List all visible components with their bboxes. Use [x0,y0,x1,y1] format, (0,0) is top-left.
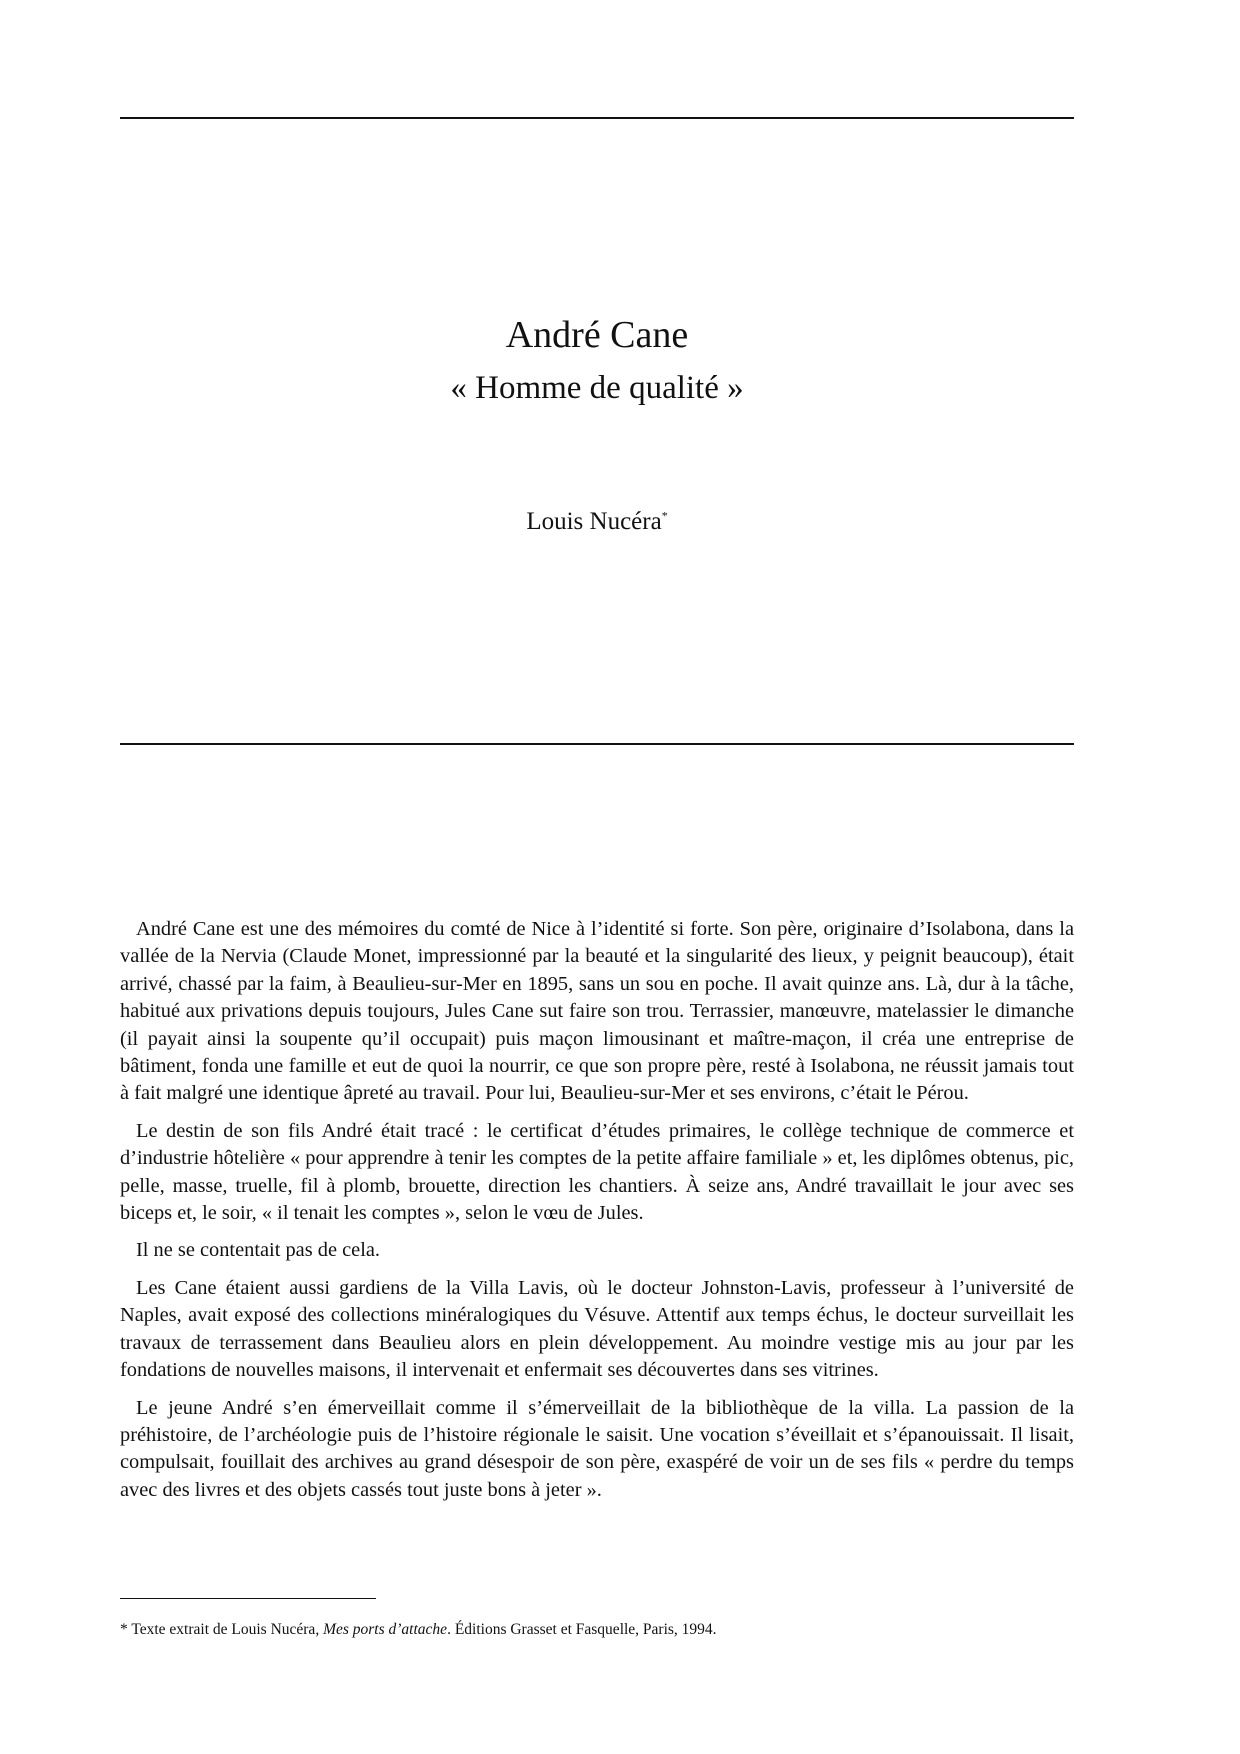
article-author [120,506,1074,538]
footnote [120,1620,1074,1640]
footnote-rule [120,1598,376,1599]
paragraph-2: Le destin de son fils André était tracé : le certificat d’études primaires, le collège technique de commerce et d’industrie hôtelière « pour apprendre à tenir les comptes de la petite affaire familiale » et, les diplômes obtenus, pic, pelle, masse, truelle, fil à plomb, brouette, direction les chantiers. À seize ans, André travaillait le jour avec ses biceps et, le soir, « il tenait les comptes », selon le vœu de Jules. [120,1119,1074,1225]
footnote-suffix: . Éditions Grasset et Fasquelle, Paris, 1994. [447,1621,717,1638]
author-name: Louis Nucéra [526,508,662,535]
footnote-work-title: Mes ports d’attache [323,1621,448,1638]
article-subtitle: « Homme de qualité » [450,370,744,406]
header-rule [120,117,1074,119]
paragraph-3: Il ne se contentait pas de cela. [136,1239,381,1262]
article-body [120,916,1074,1514]
article-title: André Cane [505,314,689,356]
author-footnote-mark: * [661,508,668,523]
footnote-mark: * [120,1621,128,1638]
paragraph-4: Les Cane étaient aussi gardiens de la Villa Lavis, où le docteur Johnston-Lavis, professeur à l’université de Naples, avait exposé des collections minéralogiques du Vésuve. Attentif aux temps échus, le docteur surveillait les travaux de terrassement dans Beaulieu alors en plein développement. Au moindre vestige mis au jour par les fondations de nouvelles maisons, il intervenait et enfermait ses découvertes dans ses vitrines. [120,1276,1074,1382]
title-section-rule [120,743,1074,745]
footnote-prefix: Texte extrait de Louis Nucéra, [127,1621,324,1638]
paragraph-1: André Cane est une des mémoires du comté de Nice à l’identité si forte. Son père, originaire d’Isolabona, dans la vallée de la Nervia (Claude Monet, impressionné par la beauté et la singularité des lieux, y peignit beaucoup), était arrivé, chassé par la faim, à Beaulieu-sur-Mer en 1895, sans un sou en poche. Il avait quinze ans. Là, dur à la tâche, habitué aux privations depuis toujours, Jules Cane sut faire son trou. Terrassier, manœuvre, matelassier le dimanche (il payait ainsi la soupente qu’il occupait) puis maçon limousinant et maître-maçon, il créa une entreprise de bâtiment, fonda une famille et eut de quoi la nourrir, ce que son propre père, resté à Isolabona, ne réussit jamais tout à fait malgré une identique âpreté au travail. Pour lui, Beaulieu-sur-Mer et ses environs, c’était le Pérou. [120,918,1074,1105]
paragraph-5: Le jeune André s’en émerveillait comme il s’émerveillait de la bibliothèque de la villa. La passion de la préhistoire, de l’archéologie puis de l’histoire régionale le saisit. Une vocation s’éveillait et s’épanouissait. Il lisait, compulsait, fouillait des archives au grand désespoir de son père, exaspéré de voir un de ses fils « perdre du temps avec des livres et des objets cassés tout juste bons à jeter ». [120,1396,1074,1501]
